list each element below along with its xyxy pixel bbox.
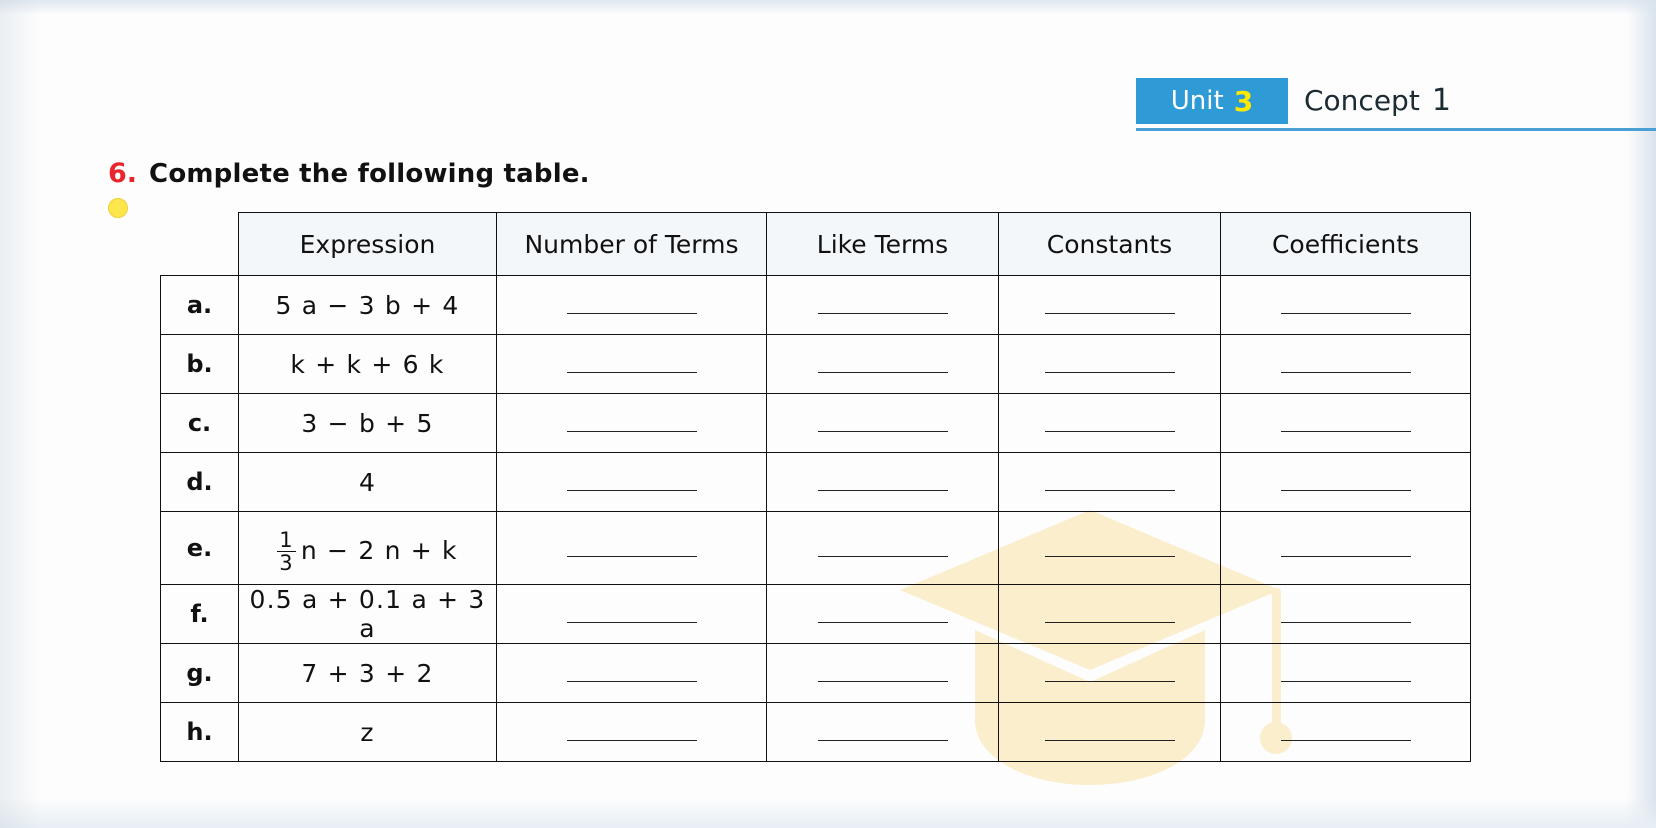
write-in-line — [1281, 431, 1411, 432]
write-in-line — [818, 431, 948, 432]
expression-cell — [239, 585, 497, 644]
table-row — [161, 335, 1471, 394]
write-in-line — [567, 740, 697, 741]
question-number: 6. — [108, 158, 138, 189]
row-label: h. — [161, 703, 239, 762]
answer-blank-like-terms[interactable] — [767, 335, 999, 394]
answer-blank-number-of-terms[interactable] — [497, 512, 767, 585]
unit-word: Unit — [1170, 86, 1224, 116]
expression-text: 4 — [358, 467, 377, 497]
write-in-line — [818, 372, 948, 373]
answer-blank-number-of-terms[interactable] — [497, 394, 767, 453]
table-header-row — [161, 213, 1471, 276]
write-in-line — [567, 622, 697, 623]
answer-blank-like-terms[interactable] — [767, 276, 999, 335]
answer-blank-like-terms[interactable] — [767, 512, 999, 585]
column-header-number-of-terms: Number of Terms — [497, 213, 767, 276]
column-header-coefficients: Coefficients — [1221, 213, 1471, 276]
answer-blank-like-terms[interactable] — [767, 644, 999, 703]
table-row — [161, 644, 1471, 703]
expression-cell — [239, 394, 497, 453]
write-in-line — [1281, 622, 1411, 623]
write-in-line — [1045, 372, 1175, 373]
table-body — [161, 276, 1471, 762]
write-in-line — [1281, 556, 1411, 557]
yellow-bullet-marker — [108, 198, 128, 218]
fraction — [277, 529, 296, 574]
expression-text: 3 − b + 5 — [301, 408, 434, 438]
answer-blank-coefficients[interactable] — [1221, 644, 1471, 703]
answer-blank-coefficients[interactable] — [1221, 703, 1471, 762]
unit-badge — [1136, 78, 1288, 124]
question-prompt — [108, 158, 590, 189]
table-row — [161, 585, 1471, 644]
table-row — [161, 276, 1471, 335]
expression-text: n − 2 n + k — [300, 536, 458, 565]
write-in-line — [1045, 490, 1175, 491]
write-in-line — [1281, 313, 1411, 314]
answer-blank-coefficients[interactable] — [1221, 585, 1471, 644]
answer-blank-coefficients[interactable] — [1221, 512, 1471, 585]
row-label: g. — [161, 644, 239, 703]
expression-text: z — [360, 717, 375, 747]
answer-blank-like-terms[interactable] — [767, 453, 999, 512]
column-header-constants: Constants — [999, 213, 1221, 276]
answer-blank-constants[interactable] — [999, 644, 1221, 703]
unit-number: 3 — [1233, 84, 1254, 118]
answer-blank-number-of-terms[interactable] — [497, 453, 767, 512]
table-row — [161, 453, 1471, 512]
concept-label — [1304, 83, 1451, 118]
answer-blank-number-of-terms[interactable] — [497, 644, 767, 703]
answer-blank-coefficients[interactable] — [1221, 394, 1471, 453]
answer-blank-constants[interactable] — [999, 276, 1221, 335]
page-edge-bottom — [0, 798, 1656, 828]
row-label: e. — [161, 512, 239, 585]
write-in-line — [1281, 372, 1411, 373]
answer-blank-like-terms[interactable] — [767, 585, 999, 644]
write-in-line — [818, 490, 948, 491]
fraction-denominator: 3 — [279, 551, 294, 575]
answer-blank-number-of-terms[interactable] — [497, 703, 767, 762]
expression-text: 7 + 3 + 2 — [301, 658, 434, 688]
unit-concept-header — [1136, 78, 1656, 132]
expression-text: k + k + 6 k — [290, 349, 445, 379]
expression-table — [160, 212, 1471, 762]
answer-blank-like-terms[interactable] — [767, 394, 999, 453]
table-corner-cell — [161, 213, 239, 276]
write-in-line — [818, 556, 948, 557]
answer-blank-coefficients[interactable] — [1221, 335, 1471, 394]
concept-word: Concept — [1304, 84, 1420, 117]
column-header-like-terms: Like Terms — [767, 213, 999, 276]
row-label: c. — [161, 394, 239, 453]
write-in-line — [1281, 740, 1411, 741]
answer-blank-coefficients[interactable] — [1221, 276, 1471, 335]
write-in-line — [1045, 740, 1175, 741]
expression-cell — [239, 453, 497, 512]
table-row — [161, 394, 1471, 453]
expression-text: 0.5 a + 0.1 a + 3 a — [249, 585, 486, 643]
table-head — [161, 213, 1471, 276]
table-row — [161, 512, 1471, 585]
answer-blank-coefficients[interactable] — [1221, 453, 1471, 512]
question-text: Complete the following table. — [149, 159, 590, 189]
row-label: f. — [161, 585, 239, 644]
answer-blank-constants[interactable] — [999, 512, 1221, 585]
answer-blank-constants[interactable] — [999, 335, 1221, 394]
write-in-line — [567, 556, 697, 557]
column-header-expression: Expression — [239, 213, 497, 276]
write-in-line — [567, 490, 697, 491]
expression-cell — [239, 335, 497, 394]
answer-blank-constants[interactable] — [999, 394, 1221, 453]
expression-cell — [239, 644, 497, 703]
answer-blank-like-terms[interactable] — [767, 703, 999, 762]
answer-blank-constants[interactable] — [999, 585, 1221, 644]
write-in-line — [1045, 313, 1175, 314]
write-in-line — [1281, 681, 1411, 682]
expression-text: 5 a − 3 b + 4 — [275, 290, 460, 320]
answer-blank-number-of-terms[interactable] — [497, 335, 767, 394]
write-in-line — [567, 431, 697, 432]
expression-cell — [239, 512, 497, 585]
write-in-line — [567, 372, 697, 373]
answer-blank-constants[interactable] — [999, 703, 1221, 762]
concept-number: 1 — [1431, 83, 1451, 118]
table-container — [160, 212, 1470, 762]
answer-blank-number-of-terms[interactable] — [497, 276, 767, 335]
write-in-line — [818, 740, 948, 741]
answer-blank-number-of-terms[interactable] — [497, 585, 767, 644]
row-label: a. — [161, 276, 239, 335]
row-label: b. — [161, 335, 239, 394]
table-row — [161, 703, 1471, 762]
expression-cell — [239, 276, 497, 335]
write-in-line — [1045, 681, 1175, 682]
write-in-line — [1045, 556, 1175, 557]
write-in-line — [1281, 490, 1411, 491]
row-label: d. — [161, 453, 239, 512]
fraction-numerator: 1 — [279, 527, 294, 552]
write-in-line — [1045, 431, 1175, 432]
write-in-line — [818, 313, 948, 314]
page-edge-top — [0, 0, 1656, 16]
write-in-line — [818, 622, 948, 623]
header-rule — [1136, 128, 1656, 131]
write-in-line — [818, 681, 948, 682]
expression-cell — [239, 703, 497, 762]
page-shadow-left — [0, 0, 40, 828]
write-in-line — [567, 681, 697, 682]
answer-blank-constants[interactable] — [999, 453, 1221, 512]
write-in-line — [1045, 622, 1175, 623]
write-in-line — [567, 313, 697, 314]
